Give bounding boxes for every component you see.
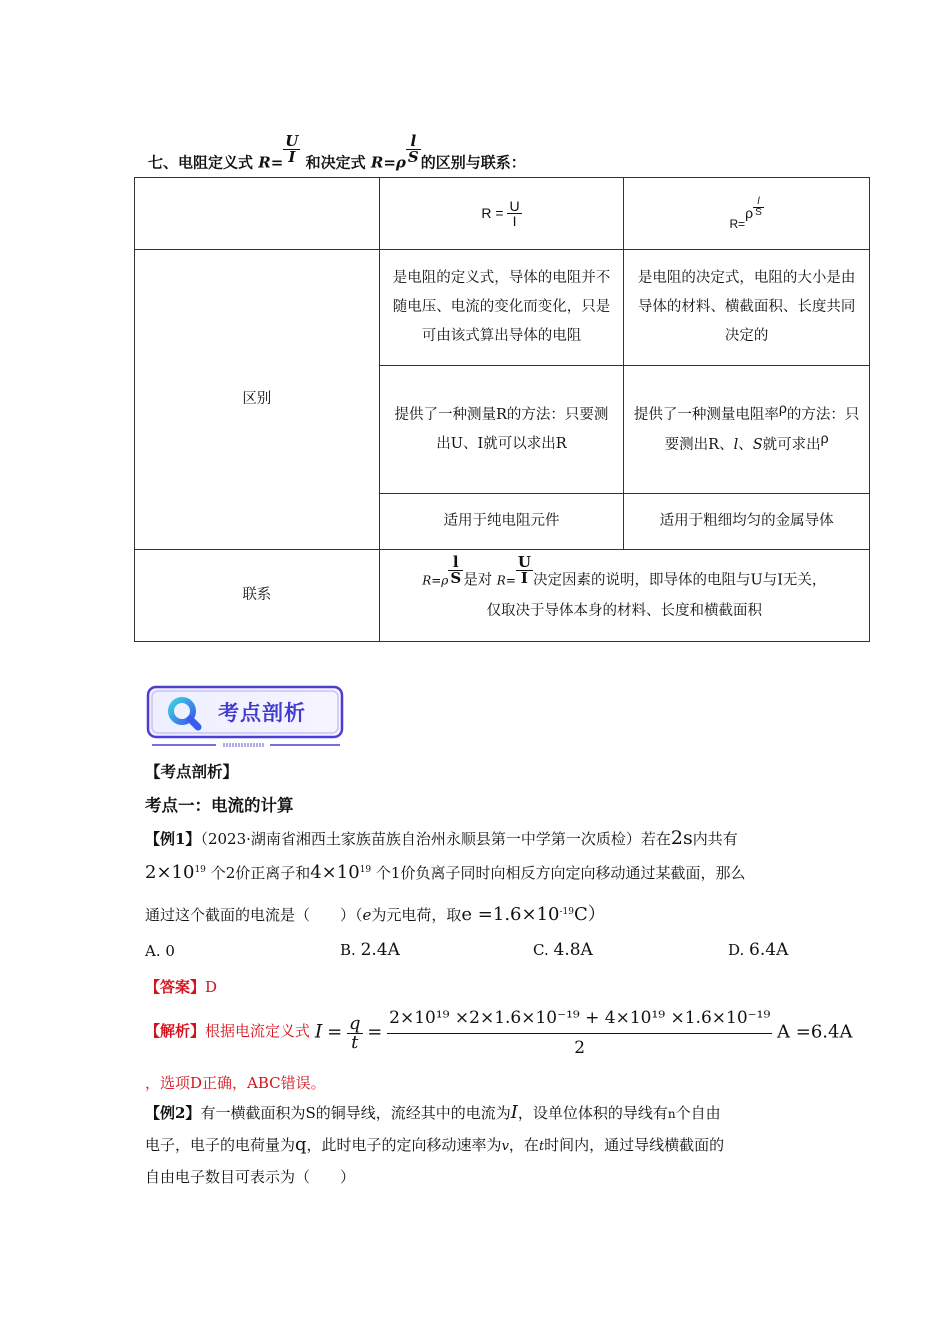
answer-value: D [205, 978, 218, 996]
relation-num1: l [452, 553, 459, 571]
diff-label-cell: 区别 [135, 250, 380, 550]
current-symbol: I [510, 1102, 518, 1123]
example1-line3a: 通过这个截面的电流是（ ）（ [145, 906, 363, 924]
option-label: C. [533, 941, 549, 959]
relation-text2: 仅取决于导体本身的材料、长度和横截面积 [486, 603, 763, 619]
diff-def-cell: 适用于纯电阻元件 [379, 494, 624, 550]
example1-source: （2023·湖南省湘西土家族苗族自治州永顺县第一中学第一次质检）若在 [200, 830, 671, 848]
relation-text1: 决定因素的说明，即导体的电阻与U与I无关， [532, 572, 827, 589]
example1-exp1: 19 [194, 865, 206, 875]
option-value: 6.4A [749, 940, 789, 960]
det-den: S [407, 148, 419, 166]
rho-symbol: ρ [820, 429, 829, 446]
det-text-c: 、 [738, 436, 753, 453]
header-def-den: I [507, 213, 521, 228]
diff-det-cell [624, 366, 870, 494]
option-label: A. [145, 942, 161, 960]
example1-line1-end: 内共有 [692, 830, 738, 848]
relation-lhs1: R=ρ [422, 573, 449, 588]
heading-topic1: 考点一：电流的计算 [145, 796, 294, 815]
example1-line1 [145, 827, 738, 849]
q-symbol: q [295, 1134, 307, 1155]
title-suffix: 的区别与联系： [420, 153, 526, 172]
def-fraction [283, 134, 300, 165]
q-symbol: q [348, 1013, 361, 1034]
heading-analysis: 【考点剖析】 [145, 762, 239, 781]
header-det-den: S [755, 207, 762, 219]
header-det-lhs: R= [729, 216, 746, 231]
relation-num2: U [517, 553, 531, 571]
relation-lhs2: R= [496, 573, 516, 588]
relation-den2: I [516, 570, 533, 586]
header-def-fraction [507, 199, 521, 228]
example1-exp2: 19 [359, 865, 372, 875]
e-exp: -19 [559, 907, 574, 917]
option-c[interactable] [533, 940, 593, 960]
t-symbol: t [347, 1033, 363, 1052]
example2-line3: 自由电子数目可表示为（ ） [145, 1168, 356, 1186]
current-symbol: I [314, 1020, 323, 1043]
example2-text-a: 有一横截面积为S的铜导线，流经其中的电流为 [200, 1104, 511, 1122]
example2-tag: 【例2】 [145, 1104, 201, 1122]
det-text-a: 提供了一种测量电阻率 [633, 406, 779, 423]
example2-line2 [145, 1134, 724, 1155]
option-b[interactable] [340, 940, 400, 960]
example1-mid1: 个2价正离子和 [210, 864, 311, 882]
computation-numerator: 2×10¹⁹ ×2×1.6×10⁻¹⁹ + 4×10¹⁹ ×1.6×10⁻¹⁹ [389, 1008, 771, 1028]
title-mid: 和决定式 [305, 153, 366, 172]
header-det-rho: ρ [745, 204, 754, 221]
table-row [135, 250, 870, 366]
option-a[interactable] [145, 942, 175, 960]
option-label: D. [728, 941, 745, 959]
def-num: U [285, 132, 299, 150]
example1-line3 [145, 900, 606, 926]
example1-n2: 4×10 [310, 862, 360, 883]
def-den: I [283, 149, 300, 165]
det-text-b: 的方法：只要测出R、 [664, 406, 860, 453]
header-det-fraction [753, 197, 764, 218]
e-symbol: e [362, 906, 372, 924]
diff-det-cell: 是电阻的决定式，电阻的大小是由导体的材料、横截面积、长度共同决定的 [624, 250, 870, 366]
t-symbol: t [538, 1139, 545, 1154]
relation-fraction2 [516, 555, 533, 586]
e-unit: C） [574, 904, 606, 925]
computation-fraction [387, 1010, 772, 1057]
v-symbol: v [501, 1139, 509, 1154]
diff-def-cell: 是电阻的定义式，导体的电阻并不随电压、电流的变化而变化，只是可由该式算出导体的电阻 [379, 250, 624, 366]
banner-title: 考点剖析 [218, 701, 306, 725]
relation-label-cell: 联系 [135, 550, 380, 642]
header-det-cell [624, 178, 870, 250]
rho-symbol: ρ [778, 399, 787, 416]
computation-denominator: 2 [387, 1033, 772, 1057]
relation-mid: 是对 [463, 572, 493, 589]
title-prefix: 七、电阻定义式 [148, 153, 254, 172]
example1-mid2: 个1价负离子同时向相反方向定向移动通过某截面，那么 [375, 864, 746, 882]
example2-text-d: 电子，电子的电荷量为 [145, 1136, 296, 1154]
diff-det-cell: 适用于粗细均匀的金属导体 [624, 494, 870, 550]
example1-line2 [145, 862, 745, 883]
example2-text-g: 时间内，通过导线横截面的 [544, 1136, 725, 1154]
header-def-lhs: R = [481, 204, 504, 221]
s-symbol: S [752, 436, 763, 453]
e-value: e =1.6×10 [461, 904, 560, 925]
analysis-tag: 【解析】 [145, 1021, 206, 1040]
l-symbol: l [733, 436, 739, 453]
det-text-d: 就可求出 [762, 436, 821, 453]
option-value: 0 [165, 942, 175, 960]
analysis-conclusion: ，选项D正确，ABC错误。 [145, 1074, 326, 1092]
example1-time: 2s [670, 827, 693, 849]
example1-line3b: 为元电荷，取 [371, 906, 462, 924]
header-det-num: l [757, 196, 760, 208]
diff-def-cell: 提供了一种测量R的方法：只要测出U、I就可以求出R [379, 366, 624, 494]
option-d[interactable] [728, 940, 788, 960]
header-empty-cell [135, 178, 380, 250]
comparison-table [134, 177, 870, 642]
answer-tag: 【答案】 [145, 978, 206, 996]
computation-result: A =6.4A [777, 1021, 853, 1043]
det-rho: ρ [395, 153, 406, 172]
table-header-row [135, 178, 870, 250]
section-banner [146, 683, 346, 747]
option-value: 4.8A [553, 940, 593, 960]
det-lhs: R= [370, 153, 396, 172]
example2-text-b: ，设单位体积的导线有 [517, 1104, 668, 1122]
n-symbol: n [667, 1107, 676, 1121]
q-over-t-fraction [347, 1015, 363, 1052]
example2-line1 [145, 1102, 721, 1123]
example2-text-c: 个自由 [675, 1104, 721, 1122]
answer-line [145, 976, 217, 997]
def-lhs: R= [258, 153, 284, 172]
table-row [135, 550, 870, 642]
header-def-num: U [509, 198, 520, 215]
example2-text-f: ，在 [508, 1136, 539, 1154]
section-title [148, 132, 526, 179]
example1-n1: 2×10 [145, 862, 195, 883]
header-def-cell [379, 178, 624, 250]
det-num: l [410, 132, 417, 150]
relation-fraction1 [448, 555, 463, 586]
analysis-text: 根据电流定义式 [205, 1021, 311, 1040]
option-label: B. [340, 941, 356, 959]
det-fraction [406, 134, 421, 165]
example1-tag: 【例1】 [145, 830, 201, 848]
example2-text-e: ，此时电子的定向移动速率为 [306, 1136, 502, 1154]
relation-den1: S [450, 569, 462, 587]
analysis-line: 【解析】根据电流定义式 I = $\frac{q}{t}$ = $\frac{\text{2×10¹⁹ ×2×1.6×10⁻¹⁹ + 4×10¹⁹ ×1.6×10⁻¹⁹}}{2}$ A =6.4A [145, 1008, 853, 1058]
option-value: 2.4A [360, 940, 400, 960]
relation-cell [379, 550, 869, 642]
